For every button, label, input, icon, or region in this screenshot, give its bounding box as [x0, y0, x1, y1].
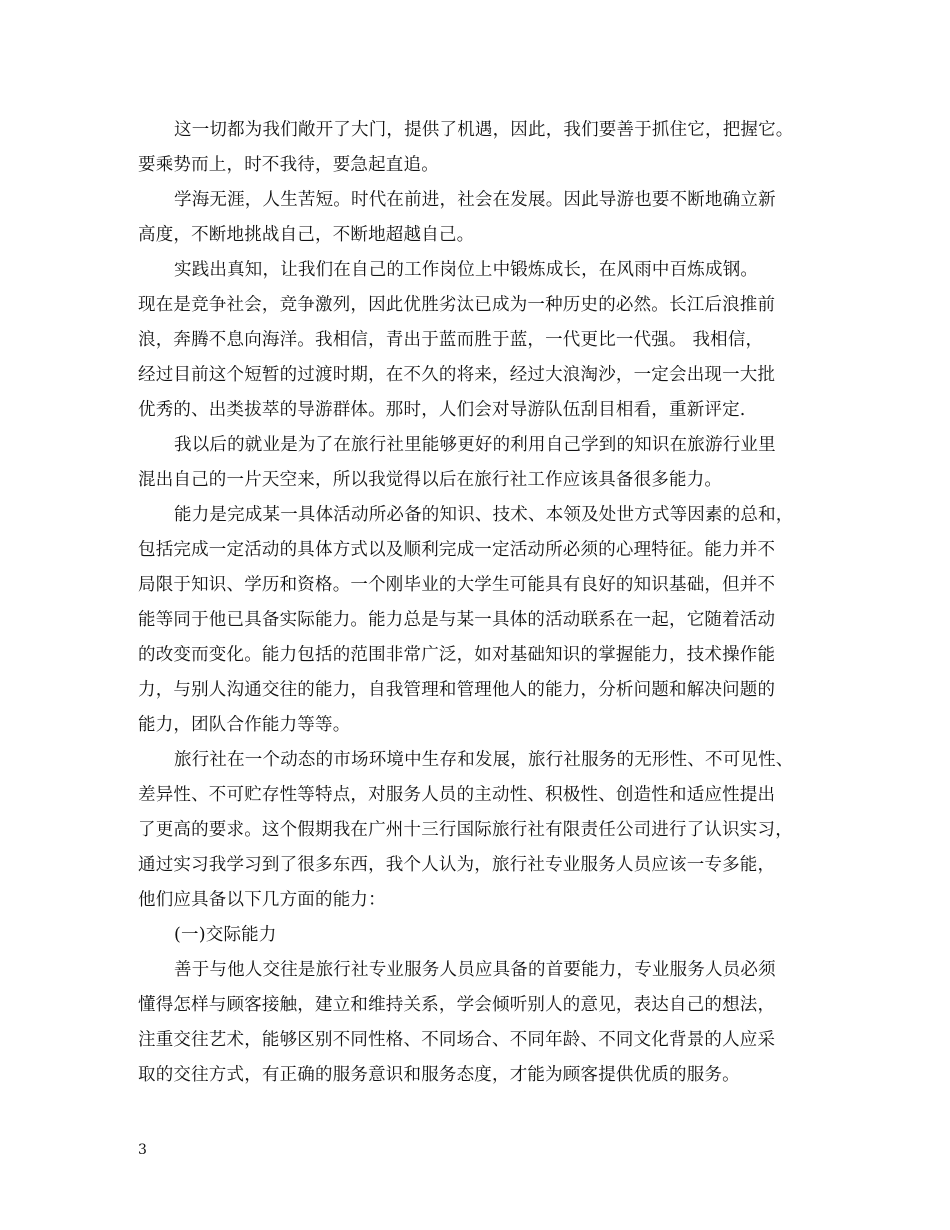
text-line: 通过实习我学习到了很多东西，我个人认为，旅行社专业服务人员应该一专多能， — [138, 855, 776, 875]
text-line: 学海无涯，人生苦短。时代在前进，社会在发展。因此导游也要不断地确立新 — [174, 190, 776, 210]
text-line: 现在是竞争社会，竞争激列，因此优胜劣汰已成为一种历史的必然。长江后浪推前 — [138, 295, 776, 315]
text-line: 差异性、不可贮存性等特点，对服务人员的主动性、积极性、创造性和适应性提出 — [138, 785, 776, 805]
text-line: 注重交往艺术，能够区别不同性格、不同场合、不同年龄、不同文化背景的人应采 — [138, 1030, 776, 1050]
text-line: 实践出真知，让我们在自己的工作岗位上中锻炼成长，在风雨中百炼成钢。 — [174, 260, 759, 280]
text-line: 局限于知识、学历和资格。一个刚毕业的大学生可能具有良好的知识基础，但并不 — [138, 575, 776, 595]
text-line: 我以后的就业是为了在旅行社里能够更好的利用自己学到的知识在旅游行业里 — [174, 435, 776, 455]
text-line: 懂得怎样与顾客接触，建立和维持关系，学会倾听别人的意见，表达自己的想法， — [138, 995, 776, 1015]
text-line: 要乘势而上，时不我待，要急起直追。 — [138, 155, 439, 175]
text-line: 优秀的、出类拔萃的导游群体。那时，人们会对导游队伍刮目相看，重新评定. — [138, 400, 746, 420]
text-line: 旅行社在一个动态的市场环境中生存和发展，旅行社服务的无形性、不可见性、 — [174, 750, 794, 770]
document-body — [138, 113, 838, 1093]
text-line: (一)交际能力 — [174, 925, 277, 945]
text-line: 经过目前这个短暂的过渡时期，在不久的将来，经过大浪淘沙，一定会出现一大批 — [138, 365, 776, 385]
page-number: 3 — [138, 1142, 147, 1158]
text-line: 的改变而变化。能力包括的范围非常广泛，如对基础知识的掌握能力，技术操作能 — [138, 645, 776, 665]
text-line: 善于与他人交往是旅行社专业服务人员应具备的首要能力，专业服务人员必须 — [174, 960, 776, 980]
text-line: 浪，奔腾不息向海洋。我相信，青出于蓝而胜于蓝，一代更比一代强。 我相信， — [138, 330, 764, 350]
text-line: 混出自己的一片天空来，所以我觉得以后在旅行社工作应该具备很多能力。 — [138, 470, 723, 490]
text-line: 了更高的要求。这个假期我在广州十三行国际旅行社有限责任公司进行了认识实习， — [138, 820, 793, 840]
text-line: 能力，团队合作能力等等。 — [138, 715, 351, 735]
text-line: 他们应具备以下几方面的能力： — [138, 890, 386, 910]
text-line: 能力是完成某一具体活动所必备的知识、技术、本领及处世方式等因素的总和， — [174, 505, 794, 525]
text-line: 取的交往方式，有正确的服务意识和服务态度，才能为顾客提供优质的服务。 — [138, 1065, 740, 1085]
text-line: 这一切都为我们敞开了大门，提供了机遇，因此，我们要善于抓住它，把握它。 — [174, 120, 794, 140]
text-line: 能等同于他已具备实际能力。能力总是与某一具体的活动联系在一起，它随着活动 — [138, 610, 776, 630]
text-line: 高度，不断地挑战自己，不断地超越自己。 — [138, 225, 475, 245]
text-line: 力，与别人沟通交往的能力，自我管理和管理他人的能力，分析问题和解决问题的 — [138, 680, 776, 700]
text-line: 包括完成一定活动的具体方式以及顺利完成一定活动所必须的心理特征。能力并不 — [138, 540, 776, 560]
